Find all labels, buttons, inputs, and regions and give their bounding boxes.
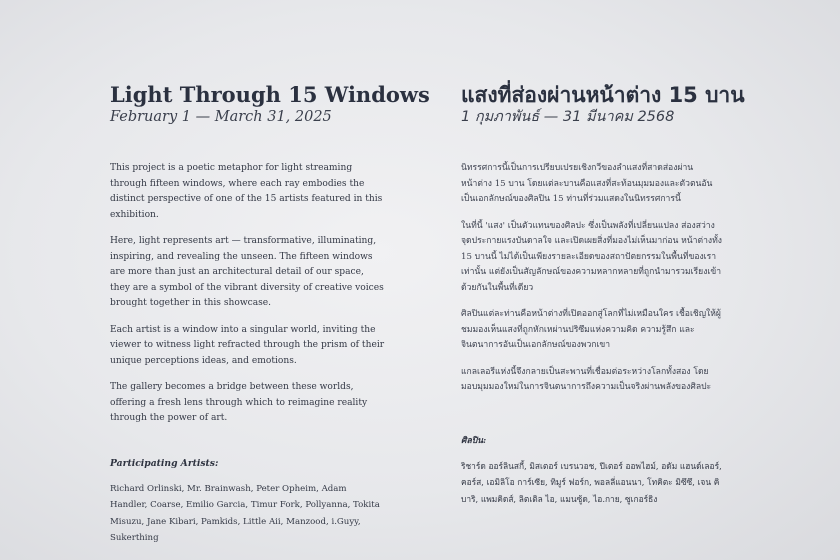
thai-panel	[461, 82, 745, 507]
paragraph: The gallery becomes a bridge between these worlds, offering a fresh lens through which to reimagine reality through the power of art.	[110, 382, 368, 423]
exhibition-title-thai: แสงที่ส่องผ่านหน้าต่าง 15 บาน	[461, 83, 745, 107]
artists-list-thai: ริชาร์ด ออร์ลินสกี้, มิสเตอร์ เบรนวอช, ปีเตอร์ ออพไฮม์, อดัม แฮนด์เลอร์, คอร์ส, เอมิลิโอ การ์เซีย, ทิมูร์ ฟอร์ก, พอลลี่แอนนา, โทคิตะ มิซึซึ, เจน คิบาริ, แพมคิดส์, ลิตเติล ไอ, แมนซู้ด, ไอ.กาย, ซูเกอร์ธิง	[461, 460, 722, 504]
artists-heading-thai: ศิลปิน:	[461, 435, 487, 446]
artists-heading: Participating Artists:	[110, 457, 219, 469]
description	[110, 161, 386, 427]
paragraph: นิทรรศการนี้เป็นการเปรียบเปรยเชิงกวีของลำแสงที่สาดส่องผ่านหน้าต่าง 15 บาน โดยแต่ละบานคือแสงที่สะท้อนมุมมองและตัวตนอันเป็นเอกลักษณ์ของศิลปิน 15 ท่านที่ร่วมแสดงในนิทรรศการนี้	[461, 163, 713, 204]
exhibition-title: Light Through 15 Windows	[110, 82, 430, 107]
paragraph: แกลเลอรีแห่งนี้จึงกลายเป็นสะพานที่เชื่อมต่อระหว่างโลกทั้งสอง โดยมอบมุมมองใหม่ในการจินตนาการถึงความเป็นจริงผ่านพลังของศิลปะ	[461, 366, 712, 392]
english-panel	[110, 82, 430, 547]
exhibition-dates-thai: 1 กุมภาพันธ์ — 31 มีนาคม 2568	[461, 109, 675, 125]
description-thai	[461, 161, 723, 396]
artists-list: Richard Orlinski, Mr. Brainwash, Peter Opheim, Adam Handler, Coarse, Emilio Garcia, Timur Fork, Pollyanna, Tokita Misuzu, Jane Kibari, Pamkids, Little Aii, Manzood, i.Guyy, Sukerthing	[110, 483, 380, 543]
paragraph: Each artist is a window into a singular world, inviting the viewer to witness light refracted through the prism of their unique perceptions ideas, and emotions.	[110, 324, 385, 366]
paragraph: This project is a poetic metaphor for light streaming through fifteen windows, where each ray embodies the distinct perspective of one of the 15 artists featured in this exhibition.	[110, 163, 383, 220]
paragraph: Here, light represents art — transformative, illuminating, inspiring, and revealing the unseen. The fifteen windows are more than just an architectural detail of our space, they are a symbol of the vibrant diversity of creative voices brought together in this showcase.	[110, 236, 384, 308]
exhibition-dates: February 1 — March 31, 2025	[110, 109, 332, 125]
paragraph: ในที่นี้ 'แสง' เป็นตัวแทนของศิลปะ ซึ่งเป็นพลังที่เปลี่ยนแปลง ส่องสว่าง จุดประกายแรงบันดาลใจ และเปิดเผยสิ่งที่มองไม่เห็นมาก่อน หน้าต่างทั้ง 15 บานนี้ ไม่ได้เป็นเพียงรายละเอียดของสถาปัตยกรรมในพื้นที่ของเราเท่านั้น แต่ยังเป็นสัญลักษณ์ของความหลากหลายที่ถูกนำมารวมเรียงเข้าด้วยกันในพื้นที่เดียว	[461, 220, 722, 293]
paragraph: ศิลปินแต่ละท่านคือหน้าต่างที่เปิดออกสู่โลกที่ไม่เหมือนใคร เชื้อเชิญให้ผู้ชมมองเห็นแสงที่ถูกหักเหผ่านปริซึมแห่งความคิด ความรู้สึก และจินตนาการอันเป็นเอกลักษณ์ของพวกเขา	[461, 309, 721, 350]
